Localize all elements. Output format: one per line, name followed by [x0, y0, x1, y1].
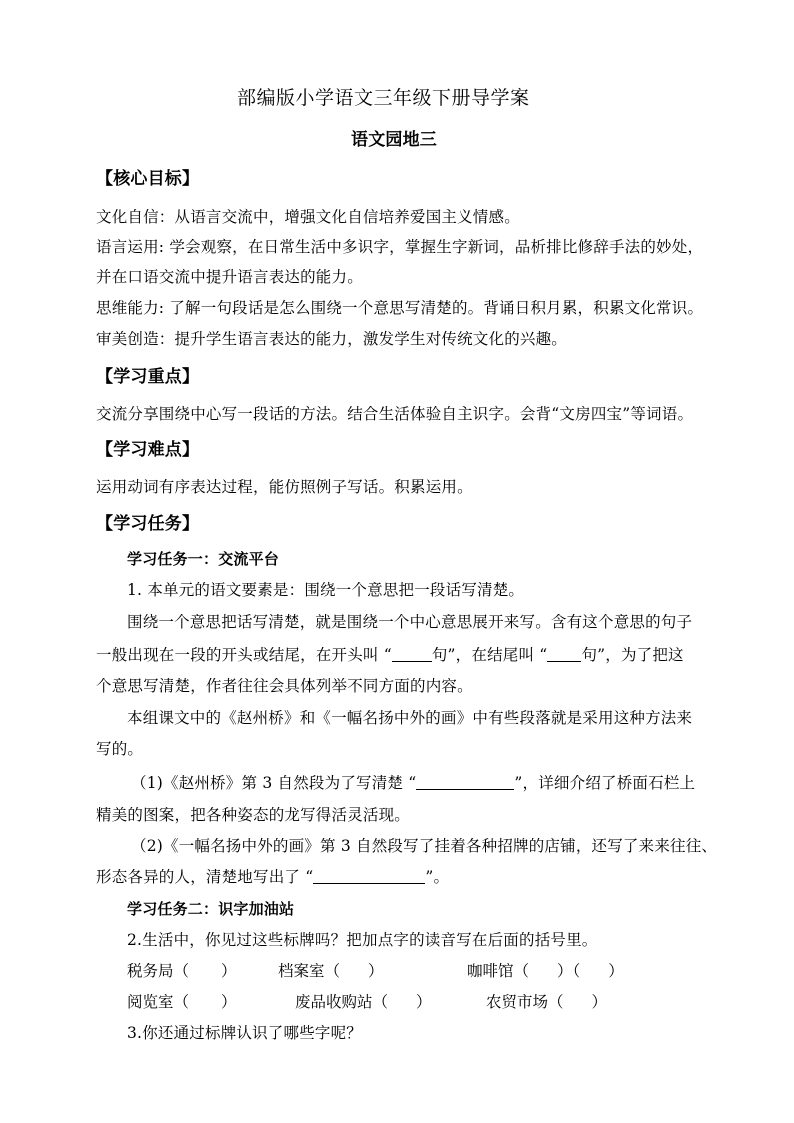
- paren-separator: ）（: [557, 962, 581, 980]
- paren-close: ）: [416, 993, 432, 1011]
- paragraph-line: 本组课文中的《赵州桥》和《一幅名扬中外的画》中有些段落就是采用这种方法来: [127, 709, 693, 727]
- text-segment: 一般出现在一段的开头或结尾，在开头叫 “: [96, 646, 392, 664]
- text-segment: ”，详细介绍了桥面石栏上: [514, 774, 696, 792]
- task-two-question-2: 2.生活中，你见过这些标牌吗？把加点字的读音写在后面的括号里。: [127, 931, 598, 949]
- text-segment: 形态各异的人，清楚地写出了 “: [96, 868, 314, 886]
- paren-close: ）: [221, 993, 237, 1011]
- sign-item-tax-bureau: [127, 961, 237, 981]
- core-goal-line: 并在口语交流中提升语言表达的能力。: [96, 268, 363, 286]
- task-one-question-1: 1. 本单元的语文要素是：围绕一个意思把一段话写清楚。: [127, 581, 525, 599]
- answer-blank-opening-sentence[interactable]: [392, 647, 432, 662]
- sub-question-1: [131, 773, 695, 793]
- document-title: 部编版小学语文三年级下册导学案: [237, 87, 530, 109]
- sign-label: 废品收购站（: [295, 993, 389, 1011]
- answer-blank-zhaozhou-bridge[interactable]: [416, 775, 514, 790]
- difficulties-text: 运用动词有序表达过程，能仿照例子写话。积累运用。: [96, 478, 473, 496]
- sign-label: 咖啡馆（: [467, 962, 530, 980]
- task-two-title: 学习任务二：识字加油站: [127, 900, 295, 918]
- text-segment: （1)《赵州桥》第 3 自然段为了写清楚 “: [131, 774, 417, 792]
- core-goal-line: 审美创造：提升学生语言表达的能力，激发学生对传统文化的兴趣。: [96, 330, 568, 348]
- section-heading-difficulties: 【学习难点】: [96, 440, 200, 460]
- sign-label: 税务局（: [127, 962, 190, 980]
- answer-blank-closing-sentence[interactable]: [547, 647, 581, 662]
- sub-question-2-continued: [96, 867, 449, 887]
- sign-item-reading-room: [127, 992, 237, 1012]
- document-subtitle: 语文园地三: [351, 130, 437, 150]
- paragraph-line-with-blanks: [96, 645, 684, 665]
- task-one-title: 学习任务一：交流平台: [127, 550, 280, 568]
- text-segment: 句”，为了把这: [581, 646, 684, 664]
- paragraph-line: 个意思写清楚，作者往往会具体列举不同方面的内容。: [96, 677, 473, 695]
- sign-item-farmers-market: [486, 992, 607, 1012]
- sign-label: 农贸市场（: [486, 993, 564, 1011]
- sign-item-archives: [278, 961, 384, 981]
- core-goal-line: 思维能力: 了解一句段话是怎么围绕一个意思写清楚的。背诵日积月累，积累文化常识。: [96, 299, 704, 317]
- section-heading-key-points: 【学习重点】: [96, 367, 200, 387]
- paren-close: ）: [591, 993, 608, 1011]
- sign-item-cafe: [467, 961, 624, 981]
- paren-close: ）: [608, 962, 624, 980]
- key-points-text: 交流分享围绕中心写一段话的方法。结合生活体验自主识字。会背“文房四宝”等词语。: [96, 405, 694, 423]
- sign-label: 档案室（: [278, 962, 341, 980]
- task-two-question-3: 3.你还通过标牌认识了哪些字呢？: [127, 1024, 362, 1042]
- section-heading-tasks: 【学习任务】: [96, 514, 200, 534]
- paragraph-line: 写的。: [96, 740, 144, 758]
- text-segment: 句”，在结尾叫 “: [431, 646, 548, 664]
- sign-item-recycling-station: [295, 992, 432, 1012]
- sign-label: 阅览室（: [127, 993, 190, 1011]
- section-heading-core-goals: 【核心目标】: [96, 169, 200, 189]
- paren-close: ）: [368, 962, 384, 980]
- sub-question-2: （2)《一幅名扬中外的画》第 3 自然段写了挂着各种招牌的店铺，还写了来来往往、: [131, 837, 718, 855]
- paren-close: ）: [221, 962, 237, 980]
- paragraph-line: 精美的图案，把各种姿态的龙写得活灵活现。: [96, 806, 411, 824]
- text-segment: ”。: [425, 868, 450, 886]
- answer-blank-famous-painting[interactable]: [313, 869, 425, 884]
- core-goal-line: 语言运用: 学会观察，在日常生活中多识字，掌握生字新词，品析排比修辞手法的妙处，: [96, 238, 704, 256]
- core-goal-line: 文化自信：从语言交流中，增强文化自信培养爱国主义情感。: [96, 208, 520, 226]
- paragraph-line: 围绕一个意思把话写清楚，就是围绕一个中心意思展开来写。含有这个意思的句子: [127, 613, 693, 631]
